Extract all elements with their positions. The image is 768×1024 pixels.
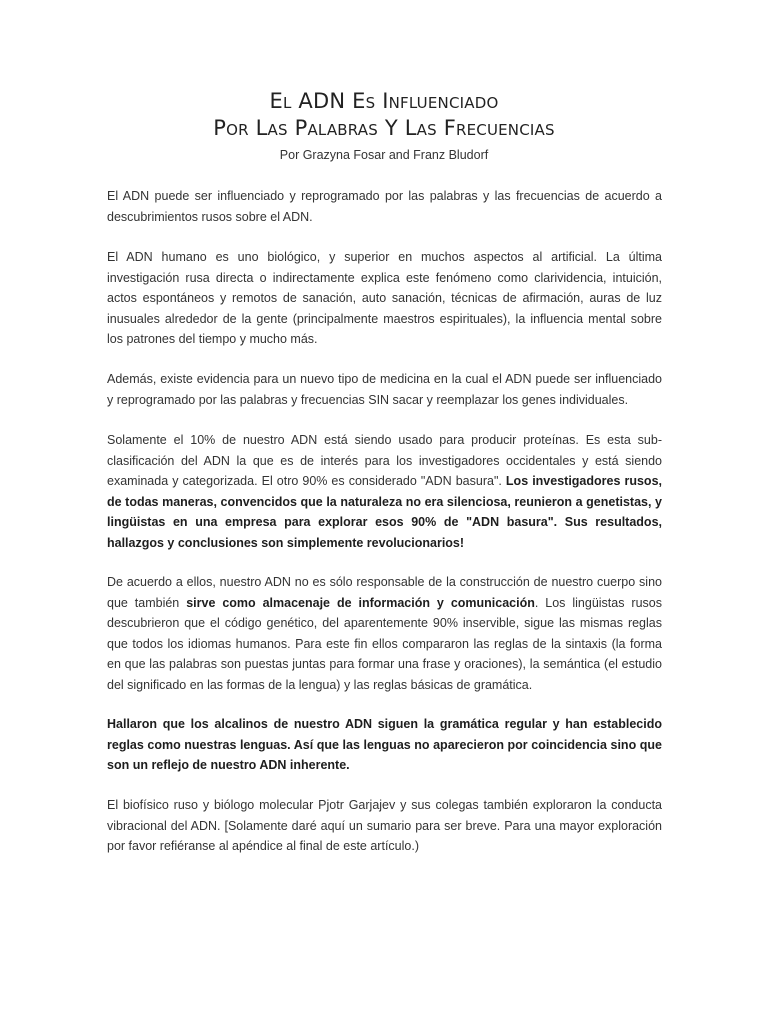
document-title-line-2: Por Las Palabras Y Las Frecuencias: [213, 116, 555, 140]
paragraph-text-after: . Los lingüistas rusos descubrieron que el código genético, del aparentemente 90% inservible, sigue las mismas reglas que todos los idiomas humanos. Para este fin ellos compararon las reglas de la sintaxis (la forma en que las palabras son puestas juntas para formar una frase y oraciones), la semántica (el estudio del significado en las formas de la lengua) y las reglas básicas de gramática.: [107, 595, 662, 692]
paragraph-human-dna: [107, 247, 662, 350]
paragraph-text: El ADN puede ser influenciado y reprogramado por las palabras y las frecuencias de acuerdo a descubrimientos rusos sobre el ADN.: [107, 189, 662, 224]
document-byline: Por Grazyna Fosar and Franz Bludorf: [279, 148, 489, 162]
paragraph-grammar: [107, 714, 662, 776]
paragraph-text: Además, existe evidencia para un nuevo tipo de medicina en la cual el ADN puede ser influenciado y reprogramado por las palabras y frecuencias SIN sacar y reemplazar los genes individuales.: [107, 372, 662, 407]
document-title-line-1: El ADN Es Influenciado: [269, 89, 499, 113]
paragraph-intro: [107, 186, 662, 227]
paragraph-junk-dna: [107, 430, 662, 553]
paragraph-text: El biofísico ruso y biólogo molecular Pjotr Garjajev y sus colegas también exploraron la conducta vibracional del ADN. [Solamente daré aquí un sumario para ser breve. Para una mayor exploración por favor refiéranse al apéndice al final de este artículo.): [107, 798, 662, 853]
paragraph-bold-text: sirve como almacenaje de información y comunicación: [186, 595, 535, 610]
paragraph-bold-text: Hallaron que los alcalinos de nuestro ADN siguen la gramática regular y han establecido reglas como nuestras lenguas. Así que las lenguas no aparecieron por coincidencia sino que son un reflejo de nuestro ADN inherente.: [107, 717, 662, 772]
paragraph-new-medicine: [107, 369, 662, 410]
paragraph-text-before: De acuerdo a ellos, nuestro ADN no es sólo responsable de la construcción de nuestro cuerpo sino que también: [107, 575, 662, 610]
paragraph-linguists: [107, 572, 662, 695]
paragraph-garjajev: [107, 795, 662, 857]
paragraph-text: Solamente el 10% de nuestro ADN está siendo usado para producir proteínas. Es esta sub-clasificación del ADN la que es de interés para los investigadores occidentales y está siendo examinada y categorizada. El otro 90% es considerado "ADN basura".: [107, 433, 662, 488]
paragraph-text: El ADN humano es uno biológico, y superior en muchos aspectos al artificial. La última investigación rusa directa o indirectamente explica este fenómeno como clarividencia, intuición, actos espontáneos y remotos de sanación, auto sanación, técnicas de afirmación, auras de luz inusuales alrededor de la gente (principalmente maestros espirituales), la influencia mental sobre los patrones del tiempo y mucho más.: [107, 250, 662, 346]
paragraph-bold-text: Los investigadores rusos, de todas maneras, convencidos que la naturaleza no era silenciosa, reunieron a genetistas, y lingüistas en una empresa para explorar esos 90% de "ADN basura". Sus resultados, hallazgos y conclusiones son simplemente revolucionarios!: [107, 474, 662, 550]
